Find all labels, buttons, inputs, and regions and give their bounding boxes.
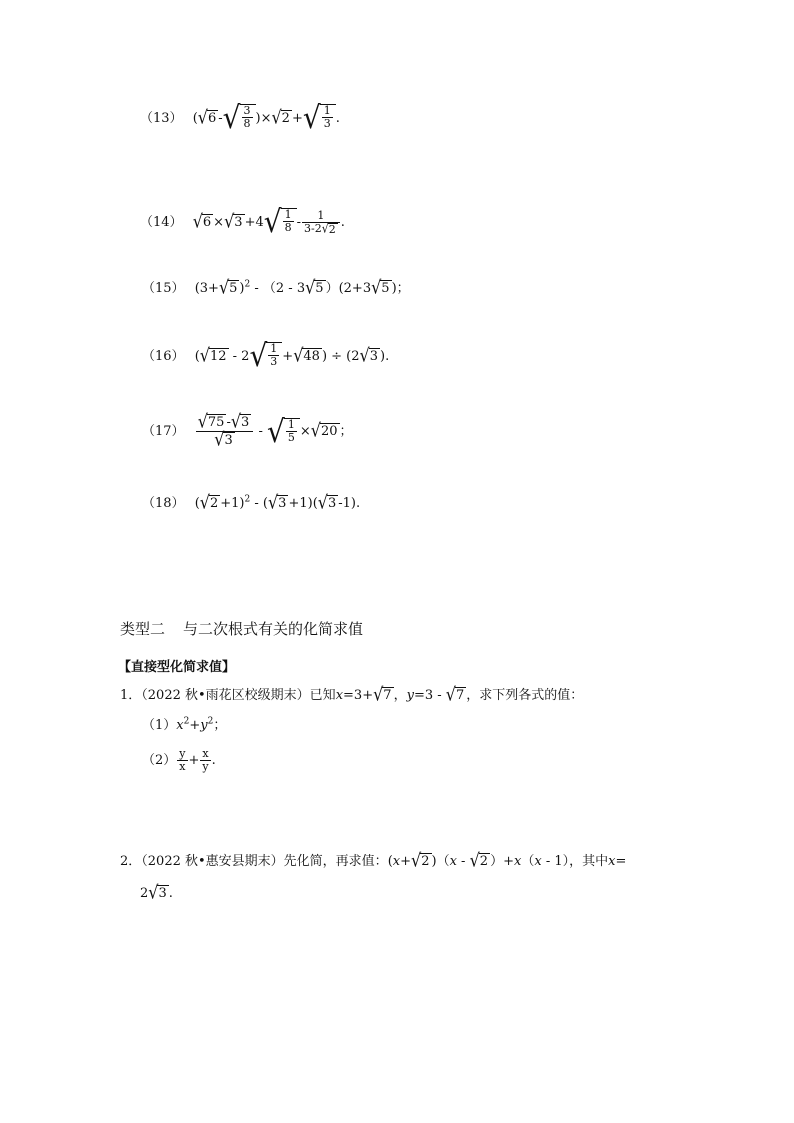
- problem-text: ，求下列各式的值：: [466, 688, 584, 703]
- exercise-16: [142, 337, 390, 374]
- section-title: [120, 618, 363, 639]
- part-expression: $\frac{y}{x}$ + $\frac{x}{y}$ .: [179, 747, 216, 773]
- exercise-label: （13）: [140, 110, 183, 126]
- problem-1-part-1: [142, 716, 226, 736]
- part-label: （2）: [142, 753, 177, 768]
- exercise-label: （15）: [142, 281, 185, 296]
- part-expression: $x^2+y^2$；: [176, 716, 227, 733]
- section-type: 类型二: [120, 620, 166, 638]
- expression: ( √ 12 - 2 √ $\frac{1}{3}$ + √ 48 ) ÷ (2 √ 3 ).: [194, 337, 390, 374]
- exercise-15: [142, 276, 410, 299]
- problem-text: 已知: [309, 688, 336, 703]
- expression: √ 6 × √ 3 +4 √ $\frac{1}{8}$ - 1 3-2 √ 2 .: [192, 203, 345, 240]
- expression: (x+ √ 2 )（x - √ 2 ）+x（x - 1）: [387, 849, 570, 872]
- exercise-label: （14）: [140, 214, 183, 230]
- problem-1-part-2: [142, 748, 216, 773]
- problem-number: 2．: [120, 854, 142, 869]
- exercise-17: [142, 410, 353, 451]
- expression: ( √ 6 - √ $\frac{3}{8}$ )× √ 2 + √ $\frac{1}{3}$ .: [192, 99, 340, 136]
- exercise-18: [142, 491, 361, 514]
- exercise-13: [140, 99, 340, 136]
- expression: ( √ 2 +1)$^2$ - ( √ 3 +1)( √ 3 -1).: [194, 491, 361, 514]
- expression: (3+ √ 5 )$^2$ - （2 - 3 √ 5 ）(2+3 √ 5 )；: [194, 276, 410, 299]
- section-name: 与二次根式有关的化简求值: [183, 620, 364, 638]
- problem-source: （2022 秋•惠安县期末）: [141, 854, 284, 869]
- part-label: （1）: [142, 718, 177, 733]
- problem-2-value: 2 √ 3 .: [140, 881, 173, 904]
- problem-number: 1．: [120, 688, 142, 703]
- problem-text: ，其中: [569, 854, 609, 869]
- exercise-label: （16）: [142, 348, 185, 364]
- problem-source: （2022 秋•雨花区校级期末）: [141, 688, 310, 703]
- exercise-14: [140, 203, 345, 240]
- problem-1: [120, 683, 584, 706]
- exercise-label: （17）: [142, 424, 185, 439]
- problem-text: 先化简，再求值：: [283, 854, 388, 869]
- problem-2: 2．（2022 秋•惠安县期末）先化简，再求值：(x+ √ 2 )（x - √ 2 ）+x（x - 1），其中x=: [120, 849, 627, 872]
- exercise-label: （18）: [142, 496, 185, 511]
- expression: √ 75 - √ 3 √ 3 - √ $\frac{1}{5}$ × √ 20 ；: [197, 410, 353, 451]
- subheading: 【直接型化简求值】: [118, 660, 236, 675]
- condition: x=3+ √ 7 ，y=3 - √ 7: [335, 683, 465, 706]
